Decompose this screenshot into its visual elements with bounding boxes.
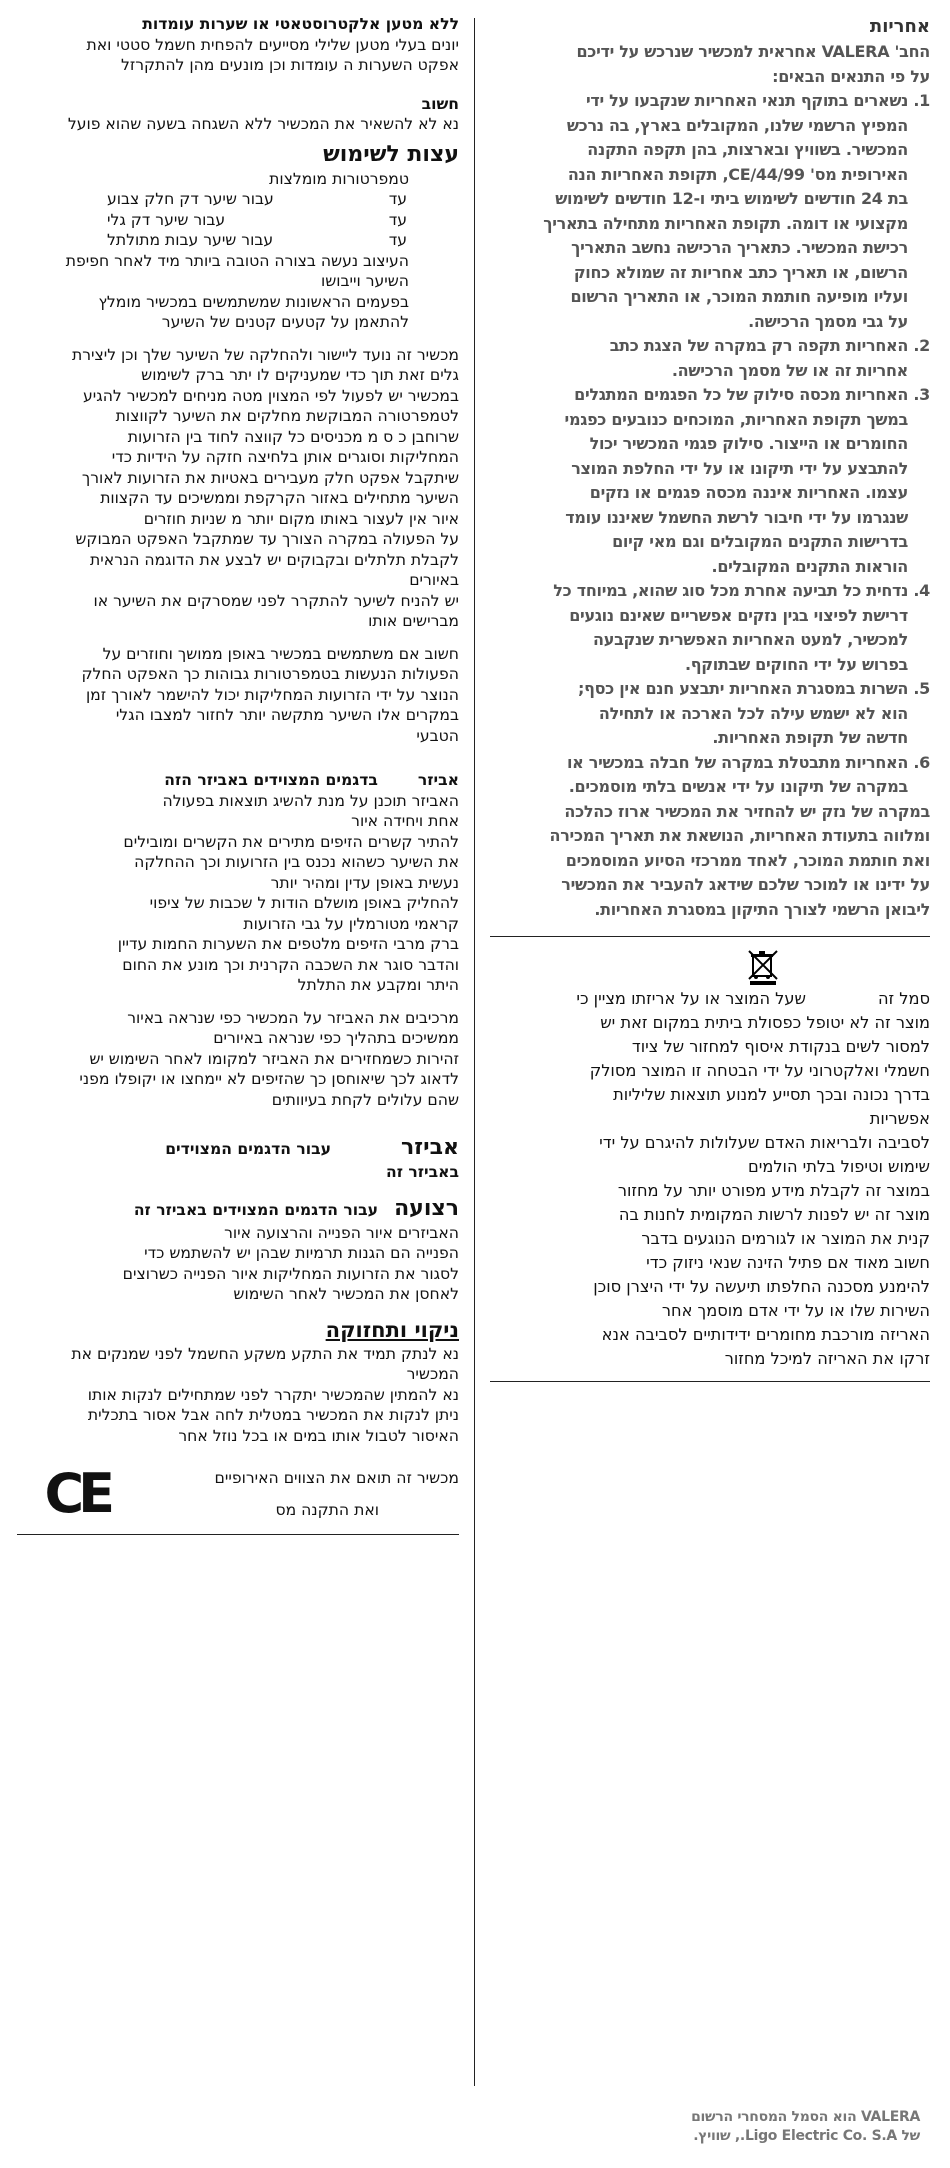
usage-line: השיער וייבושו	[320, 272, 409, 290]
para-line: את השיער כשהוא נכנס בין הזרועות וכך ההחלקה	[134, 853, 459, 871]
para-line: במכשיר יש לפעול לפי המצוין מטה מניחים למכשיר להגיע	[83, 386, 459, 405]
assembly-paragraph	[17, 1008, 459, 1111]
recycle-line: השירות שלו או על ידי אדם מוסמך אחר	[661, 1301, 930, 1320]
para-line: שרוחבן כ ס מ מכניסים כל קווצה לחוד בין הזרועות	[127, 427, 459, 446]
comb-head	[17, 1195, 459, 1223]
warranty-line: בת 24 חודשים לשימוש ביתי ו-12 חודשים לשימוש	[555, 189, 908, 208]
warranty-line: 3. האחריות מכסה סילוק של כל הפגמים המתגלים	[574, 385, 930, 404]
important-title: חשוב	[421, 94, 459, 113]
ce-line: מכשיר זה תואם את הצווים האירופיים	[214, 1468, 459, 1487]
ce-text	[129, 1468, 459, 1521]
column-divider	[474, 18, 475, 2086]
para-line: נא להמתין שהמכשיר יתקרר לפני שמתחילים לנקות אותו	[87, 1385, 459, 1404]
para-line: הטבעי	[416, 726, 459, 745]
recycle-symbol-space	[812, 987, 872, 1011]
recycle-line: להימנע מסכנה החלפתו תיעשה על ידי היצרן סוכן	[593, 1277, 930, 1296]
right-column	[490, 14, 930, 1392]
para-line: זהירות כשמחזירים את האביזר למקומו לאחר השימוש יש	[89, 1049, 459, 1068]
temp-desc: עבור שיער עבות מתולתל	[107, 231, 274, 249]
para-line: הנוצר על ידי הזרועות המחליקות יכול להישמר לאורך זמן	[85, 685, 459, 704]
para-line: באיורים	[409, 571, 459, 589]
warranty-line: ומלווה בתעודת האחריות, הנושאת את תאריך המכירה	[549, 826, 930, 845]
para-line: נא לנתק תמיד את התקע משקע החשמל לפני שמנקים את	[71, 1344, 459, 1363]
warranty-line: 6. האחריות מתבטלת במקרה של חבלה במכשיר או	[566, 752, 930, 772]
accessory-title	[17, 770, 459, 791]
warranty-line: בפרוש על ידי החוקים שבתוקף.	[685, 654, 908, 674]
warranty-line: 1. נשארים בתוקף תנאי האחריות שנקבעו על ידי	[585, 91, 930, 110]
recycle-head-text: סמל זה	[877, 989, 930, 1008]
comb-title: רצועה	[394, 1195, 459, 1221]
important-paragraph	[17, 644, 459, 747]
para-line: יש להניח לשיער להתקרר לפני שמסרקים את השיער או	[93, 591, 459, 610]
para-line: לסגור את הזרועות המחליקות איור הפנייה כשרוצים	[122, 1264, 459, 1283]
para-line: ברק מרבי הזיפים מלטפים את השערות החמות עדיין	[117, 935, 459, 953]
para-line: איור אין לעצור באותו מקום יותר מ שניות חוזרים	[143, 509, 459, 528]
warranty-line: על ידינו או למוכר שלכם שידאג להעביר את המכשיר	[561, 875, 930, 894]
para-line: לדאוג לכך שיאוחסן כך שהזיפים לא יימחצו או יקופלו מפני	[79, 1070, 459, 1088]
warranty-line: חדשה של תקופת האחריות.	[712, 728, 908, 747]
recycle-line: בדרך נכונה ובכך תסייע למנוע תוצאות שליליות	[613, 1085, 930, 1104]
warranty-line: רכישת המכשיר. כתאריך הרכישה נחשב התאריך	[571, 238, 908, 257]
para-line: במקרים אלו השיער מתקשה יותר לחזור למצבו הגלי	[115, 706, 459, 724]
para-line: האביזרים איור הפנייה והרצועה איור	[224, 1223, 459, 1242]
warranty-line: מקצועי או דומה. תקופת האחריות מתחילה בתאריך	[543, 213, 908, 233]
para-line: מברישים אותו	[368, 612, 459, 630]
usage-line: להתאמן על קטעים קטנים של השיער	[161, 313, 409, 331]
recycle-line: חשמלי ואלקטרוני על ידי הבטחה זו המוצר מסולק	[589, 1061, 930, 1080]
para-line: אחת ויחידה איור	[351, 812, 459, 830]
warranty-line: עצמו. האחריות איננה מכסה פגמים או נזקים	[589, 483, 908, 502]
footer-trademark	[560, 2108, 920, 2146]
warranty-rule	[490, 936, 930, 937]
para-line: האביזר תוכנן על מנת להשיג תוצאות בפעולה	[162, 791, 459, 810]
warranty-line: המכשיר. בשוויץ ובארצות, בהן תקפה התקנה	[587, 140, 908, 159]
usage-subtitle: טמפרטורות מומלצות	[269, 169, 409, 188]
accessory-paragraph	[17, 791, 459, 996]
warranty-line: ועליו מופיעה חותמת המוכר, או התאריך הרשום	[570, 287, 908, 306]
warranty-line: ליבואן הרשמי לצורך התיקון במסגרת האחריות.	[594, 899, 930, 919]
warranty-line: הוא לא ישמש עילה לכל הארכה או לתחילה	[598, 703, 908, 723]
recycle-line: במוצר זה לקבלת מידע מפורט יותר על מחזור	[617, 1181, 930, 1200]
warranty-line: 5. השרות במסגרת האחריות יתבצע חנם אין כסף;	[578, 679, 930, 698]
para-line: היתר ומקבע את התלתל	[297, 976, 459, 994]
recycle-line: אפשריות	[869, 1109, 930, 1128]
para-line: האיסור לטבול אותו במים או בכל נוזל אחר	[178, 1426, 459, 1445]
warranty-item-3	[490, 383, 930, 579]
warranty-line: הרשום, או תאריך כתב אחריות זה שמולא כחוק	[573, 262, 908, 282]
usage-title: עצות לשימוש	[323, 141, 459, 167]
para-line: חשוב אם משתמשים במכשיר באופן ממושך וחוזרים על	[102, 644, 459, 663]
warranty-line: 2. האחריות תקפה רק במקרה של הצגת כתב	[609, 336, 930, 355]
para-line: מרכיבים את האביזר על המכשיר כפי שנראה באיור	[127, 1008, 459, 1027]
cleaning-paragraph	[17, 1344, 459, 1447]
comb-paragraph	[17, 1223, 459, 1305]
warranty-line: אחריות זה או של מסמך הרכישה.	[671, 360, 908, 380]
warranty-line: האירופית מס' 44/99/CE, תקופת האחריות הנה	[567, 164, 908, 184]
recycle-head-rest: שעל המוצר או על אריזתו מציין כי	[576, 989, 806, 1008]
temp-upto: עד	[388, 210, 407, 229]
warranty-line: שנגרמו על ידי חיבור לרשת החשמל שאיננו עומד	[565, 507, 908, 527]
recycle-line: מוצר זה לא יטופל כפסולת ביתית במקום זאת יש	[600, 1013, 930, 1032]
warranty-line: החב' VALERA אחראית למכשיר שנרכש על ידיכם	[576, 42, 930, 61]
recycle-line: קנית את המוצר או לגורמים הנוגעים בדבר	[641, 1229, 930, 1248]
para-line: הפעולות הנעשות בטמפרטורות גבוהות כך האפקט החלק	[81, 665, 459, 683]
temp-desc: עבור שיער דק חלק צבוע	[107, 190, 274, 208]
recycle-line: לסביבה ולבריאות האדם שעלולות להיגרם על ידי	[599, 1133, 930, 1152]
left-column	[17, 14, 459, 1545]
warranty-line: למכשיר, למעט האחריות האפשרית שנקבעה	[593, 630, 908, 649]
recycle-section	[490, 947, 930, 1371]
para-line: לטמפרטורה המבוקשת מחלקים את השיער לקווצות	[115, 407, 459, 425]
para-line: הפנייה הם הגנות תרמיות שבהן יש להשתמש כדי	[144, 1244, 459, 1262]
cleaning-title: ניקוי ותחזוקה	[325, 1317, 459, 1342]
ce-line: ואת התקנה מס	[275, 1501, 379, 1519]
accessory-title-a: אביזר	[417, 771, 459, 789]
accessory2-sub: באביזר זה	[386, 1163, 459, 1181]
para-line: ניתן לנקות את המכשיר במטלית לחה אבל אסור בתכלית	[87, 1406, 459, 1424]
para-line: השיער מתחילים באזור הקרקפת וממשיכים עד הקצוות	[100, 489, 459, 507]
temp-row	[107, 230, 459, 251]
ce-section	[17, 1464, 459, 1524]
warranty-line: במשך תקופת האחריות, המוכחים כנובעים כפגמי	[564, 409, 908, 429]
recycle-line: האריזה מורכבת מחומרים ידידותיים לסביבה אנא	[601, 1325, 930, 1344]
para-line: המחליקות וסוגרים אותן בלחיצה חזקה על הידיות כדי	[111, 448, 459, 466]
recycle-line: שימוש וטיפול בלתי הולמים	[747, 1157, 930, 1176]
static-line: יונים בעלי מטען שלילי מסייעים להפחית חשמל סטטי ואת	[86, 35, 459, 54]
footer-line: של Ligo Electric Co. S.A., שוויץ.	[693, 2128, 920, 2144]
accessory2-side: עבור הדגמים המצוידים	[165, 1140, 332, 1158]
para-line: נעשית באופן עדין ומהיר יותר	[270, 873, 459, 892]
para-line: לאחסן את המכשיר לאחר השימוש	[233, 1285, 459, 1303]
ce-mark-icon: CE	[44, 1462, 109, 1525]
warranty-title: אחריות	[869, 16, 930, 37]
usage-line: בפעמים הראשונות שמשתמשים במכשיר מומלץ	[98, 292, 409, 311]
crossed-bin-icon	[746, 948, 780, 986]
para-line: גלים זאת תוך כדי שמעניקים לו יתר ברק לשימוש	[141, 366, 459, 384]
para-line: על הפעולה במקרה הצורך עד שמתקבל האפקט המבוקש	[75, 530, 459, 548]
temp-upto: עד	[388, 231, 407, 249]
warranty-line: החומרים או הייצור. סילוק פגמי המכשיר יכול	[589, 434, 908, 453]
warranty-item-4	[490, 579, 930, 677]
recycle-line: מוצר זה יש לפנות לרשות המקומית לחנות בה	[618, 1205, 930, 1224]
para-line: והדבר סוגר את השכבה הקרנית וכך מונע את החום	[122, 955, 459, 974]
recycle-rule	[490, 1381, 930, 1382]
warranty-item-1	[490, 89, 930, 334]
accessory2-title: אביזר	[401, 1135, 459, 1160]
para-line: להחליק באופן מושלם הודות ל שכבות של ציפוי	[149, 894, 459, 912]
para-line: שהם עלולים לקחת בעיוותים	[271, 1090, 459, 1109]
comb-side: עבור הדגמים המצוידים באביזר זה	[133, 1200, 379, 1219]
recycle-line: חשוב מאוד אם פתיל הזינה שנאי ניזוק כדי	[646, 1253, 930, 1272]
warranty-line: במקרה של נזק יש להחזיר את המכשיר ארוז כהלכה	[564, 801, 930, 821]
accessory2-head	[17, 1134, 459, 1162]
recycle-line: זרקו את האריזה למיכל מחזור	[724, 1349, 930, 1368]
warranty-line: על פי התנאים הבאים:	[772, 66, 930, 86]
para-line: המכשיר	[406, 1365, 459, 1383]
para-line: מכשיר זה נועד ליישור ולהחלקה של השיער שלך וכן ליצירת	[71, 345, 459, 364]
left-bottom-rule	[17, 1534, 459, 1535]
warranty-line: להתבצע על ידי תיקונו או על ידי החלפת המוצר	[571, 458, 908, 478]
warranty-item-5	[490, 677, 930, 751]
para-line: ממשיכים בתהליך כפי שנראה באיורים	[213, 1029, 459, 1047]
static-line: אפקט השערות ה עומדות וכן מונעים מהן להתקרזל	[120, 56, 459, 74]
warranty-line: במקרה של תיקונו על ידי אנשים בלתי מוסמכים.	[568, 777, 908, 796]
temp-row	[107, 210, 459, 231]
recycle-line: למסור לשים בנקודת איסוף למחזור של ציוד	[631, 1037, 930, 1056]
temp-desc: עבור שיער דק גלי	[107, 210, 226, 229]
recycle-head	[490, 947, 930, 987]
warranty-line: דרישת לפיצוי בגין נזקים אפשריים שאינם נוגעים	[569, 605, 908, 625]
warranty-section	[490, 14, 930, 922]
usage-line: העיצוב נעשה בצורה הטובה ביותר מיד לאחר חפיפת	[65, 251, 409, 270]
warranty-line: 4. נדחית כל תביעה אחרת מכל סוג שהוא, במיוחד כל	[553, 581, 930, 600]
temp-upto: עד	[388, 190, 407, 208]
recycle-first-line	[490, 987, 930, 1011]
warranty-line: על גבי מסמך הרכישה.	[748, 311, 908, 331]
static-title: ללא מטען אלקטרוסטאטי או שערות עומדות	[142, 15, 459, 33]
para-line: להתיר קשרים הזיפים מתירים את הקשרים ומובילים	[123, 832, 459, 851]
para-line: קראמי מטורמלין על גבי הזרועות	[243, 914, 459, 933]
warranty-line: ואת חותמת המוכר, לאחד ממרכזי הסיוע המוסמכים	[565, 850, 930, 870]
warranty-item-2	[490, 334, 930, 383]
footer-line: VALERA הוא הסמל המסחרי הרשום	[691, 2109, 920, 2125]
warranty-line: המפיץ הרשמי שלנו, המקובלים בארץ, בה נרכש	[566, 115, 908, 135]
temp-row	[107, 189, 459, 210]
para-line: לקבלת תלתלים ובקבוקים יש לבצע את הדוגמה הנראית	[90, 550, 459, 569]
usage-paragraph	[17, 345, 459, 632]
warranty-line: בדרישות התקנים המקובלים וגם מאי קיום	[612, 532, 908, 551]
warranty-item-6	[490, 751, 930, 923]
accessory-title-b: בדגמים המצוידים באביזר הזה	[164, 771, 378, 789]
warranty-line: הוראות התקנים המקובלים.	[711, 556, 908, 576]
para-line: שיתקבל אפקט חלק מעבירים באטיות את הזרועות לאורך	[81, 468, 459, 487]
important-line: נא לא להשאיר את המכשיר ללא השגחה בשעה שהוא פועל	[67, 115, 459, 133]
